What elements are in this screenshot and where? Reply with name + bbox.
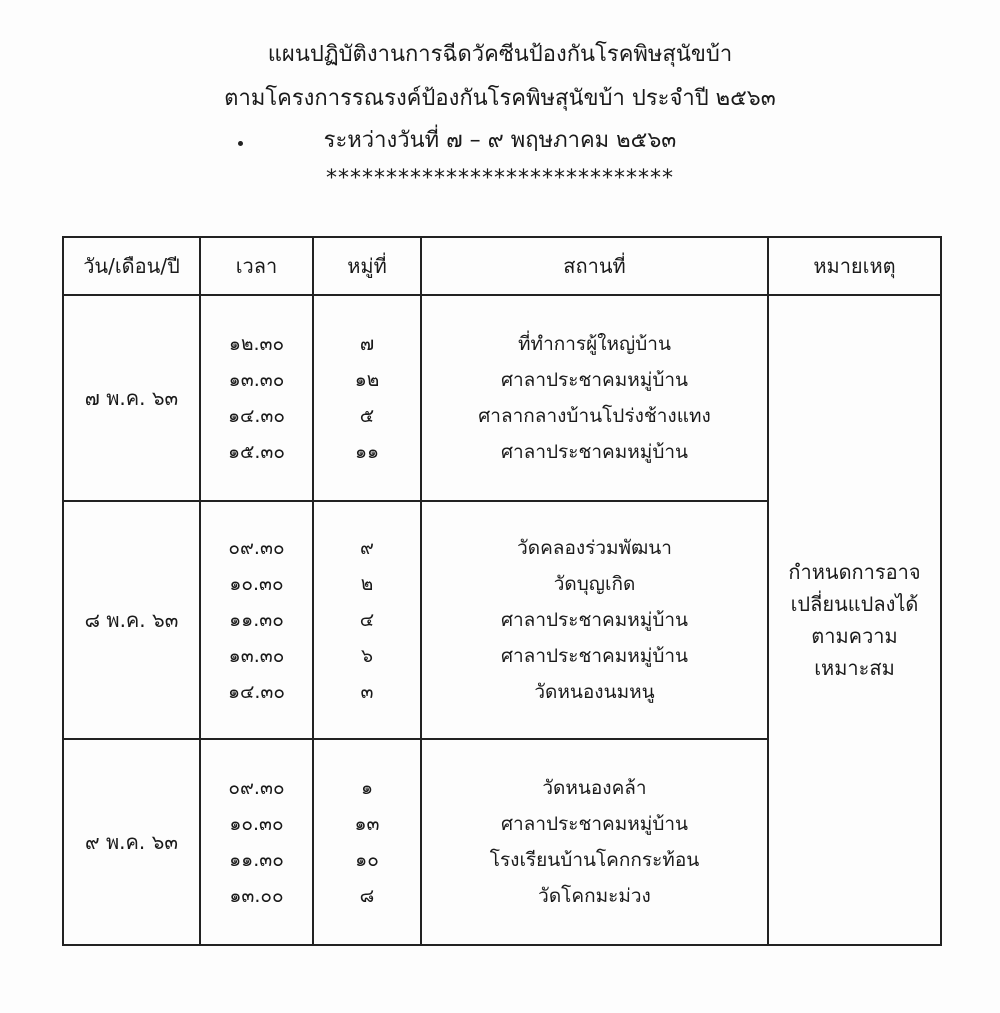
place-value: โรงเรียนบ้านโคกกระท้อน (489, 849, 700, 871)
place-value: ศาลาประชาคมหมู่บ้าน (500, 609, 689, 631)
village-value: ๑๒ (354, 369, 380, 391)
vaccination-schedule-table (62, 236, 942, 946)
village-value: ๑๐ (355, 849, 379, 871)
place-value: ศาลาประชาคมหมู่บ้าน (500, 441, 689, 463)
column-header-remark: หมายเหตุ (768, 237, 941, 295)
time-value: ๐๙.๓๐ (228, 777, 285, 799)
stray-dot-mark (238, 141, 243, 146)
column-header-place: สถานที่ (421, 237, 768, 295)
remark-line: เปลี่ยนแปลงได้ (790, 592, 919, 616)
time-value: ๑๔.๓๐ (227, 681, 286, 703)
place-value: ศาลาประชาคมหมู่บ้าน (500, 645, 689, 667)
village-value: ๔ (359, 609, 375, 631)
time-cell (200, 501, 313, 739)
time-value: ๐๙.๓๐ (228, 537, 285, 559)
remark-line: ตามความ (811, 624, 898, 648)
time-value: ๑๓.๓๐ (228, 369, 285, 391)
column-header-date: วัน/เดือน/ปี (63, 237, 200, 295)
place-cell (421, 501, 768, 739)
place-value: ศาลาประชาคมหมู่บ้าน (500, 813, 689, 835)
column-header-village: หมู่ที่ (313, 237, 421, 295)
star-separator: ***************************** (326, 166, 674, 191)
village-value: ๒ (360, 573, 374, 595)
place-value: ที่ทำการผู้ใหญ่บ้าน (518, 333, 671, 355)
place-cell (421, 295, 768, 501)
time-value: ๑๓.๐๐ (229, 885, 284, 907)
village-value: ๙ (360, 537, 374, 559)
date-cell: ๙ พ.ค. ๖๓ (63, 739, 200, 945)
place-cell (421, 739, 768, 945)
village-value: ๗ (359, 333, 375, 355)
time-value: ๑๐.๓๐ (229, 813, 284, 835)
table-row (63, 295, 941, 501)
place-value: วัดหนองนมหนู (534, 681, 655, 703)
date-cell: ๘ พ.ค. ๖๓ (63, 501, 200, 739)
village-cell (313, 295, 421, 501)
title-line-1: แผนปฏิบัติงานการฉีดวัคซีนป้องกันโรคพิษสุนัขบ้า (267, 42, 733, 67)
title-line-3: ระหว่างวันที่ ๗ – ๙ พฤษภาคม ๒๕๖๓ (323, 128, 677, 153)
village-value: ๓ (360, 681, 374, 703)
time-value: ๑๓.๓๐ (228, 645, 285, 667)
place-value: วัดโคกมะม่วง (538, 885, 651, 907)
remark-line: เหมาะสม (814, 656, 895, 680)
time-value: ๑๒.๓๐ (228, 333, 285, 355)
village-value: ๑๑ (354, 441, 380, 463)
village-cell (313, 739, 421, 945)
time-value: ๑๕.๓๐ (227, 441, 286, 463)
village-value: ๘ (359, 885, 375, 907)
village-value: ๑ (360, 777, 374, 799)
place-value: วัดหนองคล้า (542, 777, 647, 799)
remark-cell (768, 295, 941, 945)
time-value: ๑๑.๓๐ (229, 609, 284, 631)
village-value: ๑๓ (354, 813, 380, 835)
remark-line: กำหนดการอาจ (788, 560, 921, 584)
time-value: ๑๔.๓๐ (227, 405, 286, 427)
village-cell (313, 501, 421, 739)
place-value: วัดคลองร่วมพัฒนา (517, 537, 672, 559)
village-value: ๖ (360, 645, 374, 667)
title-line-2: ตามโครงการรณรงค์ป้องกันโรคพิษสุนัขบ้า ประจำปี ๒๕๖๓ (224, 86, 776, 111)
place-value: ศาลาประชาคมหมู่บ้าน (500, 369, 689, 391)
time-value: ๑๑.๓๐ (229, 849, 284, 871)
time-cell (200, 739, 313, 945)
date-cell: ๗ พ.ค. ๖๓ (63, 295, 200, 501)
column-header-time: เวลา (200, 237, 313, 295)
place-value: วัดบุญเกิด (553, 573, 636, 595)
time-cell (200, 295, 313, 501)
place-value: ศาลากลางบ้านโปร่งช้างแทง (478, 405, 711, 427)
village-value: ๕ (359, 405, 375, 427)
time-value: ๑๐.๓๐ (229, 573, 284, 595)
table-header-row (63, 237, 941, 295)
